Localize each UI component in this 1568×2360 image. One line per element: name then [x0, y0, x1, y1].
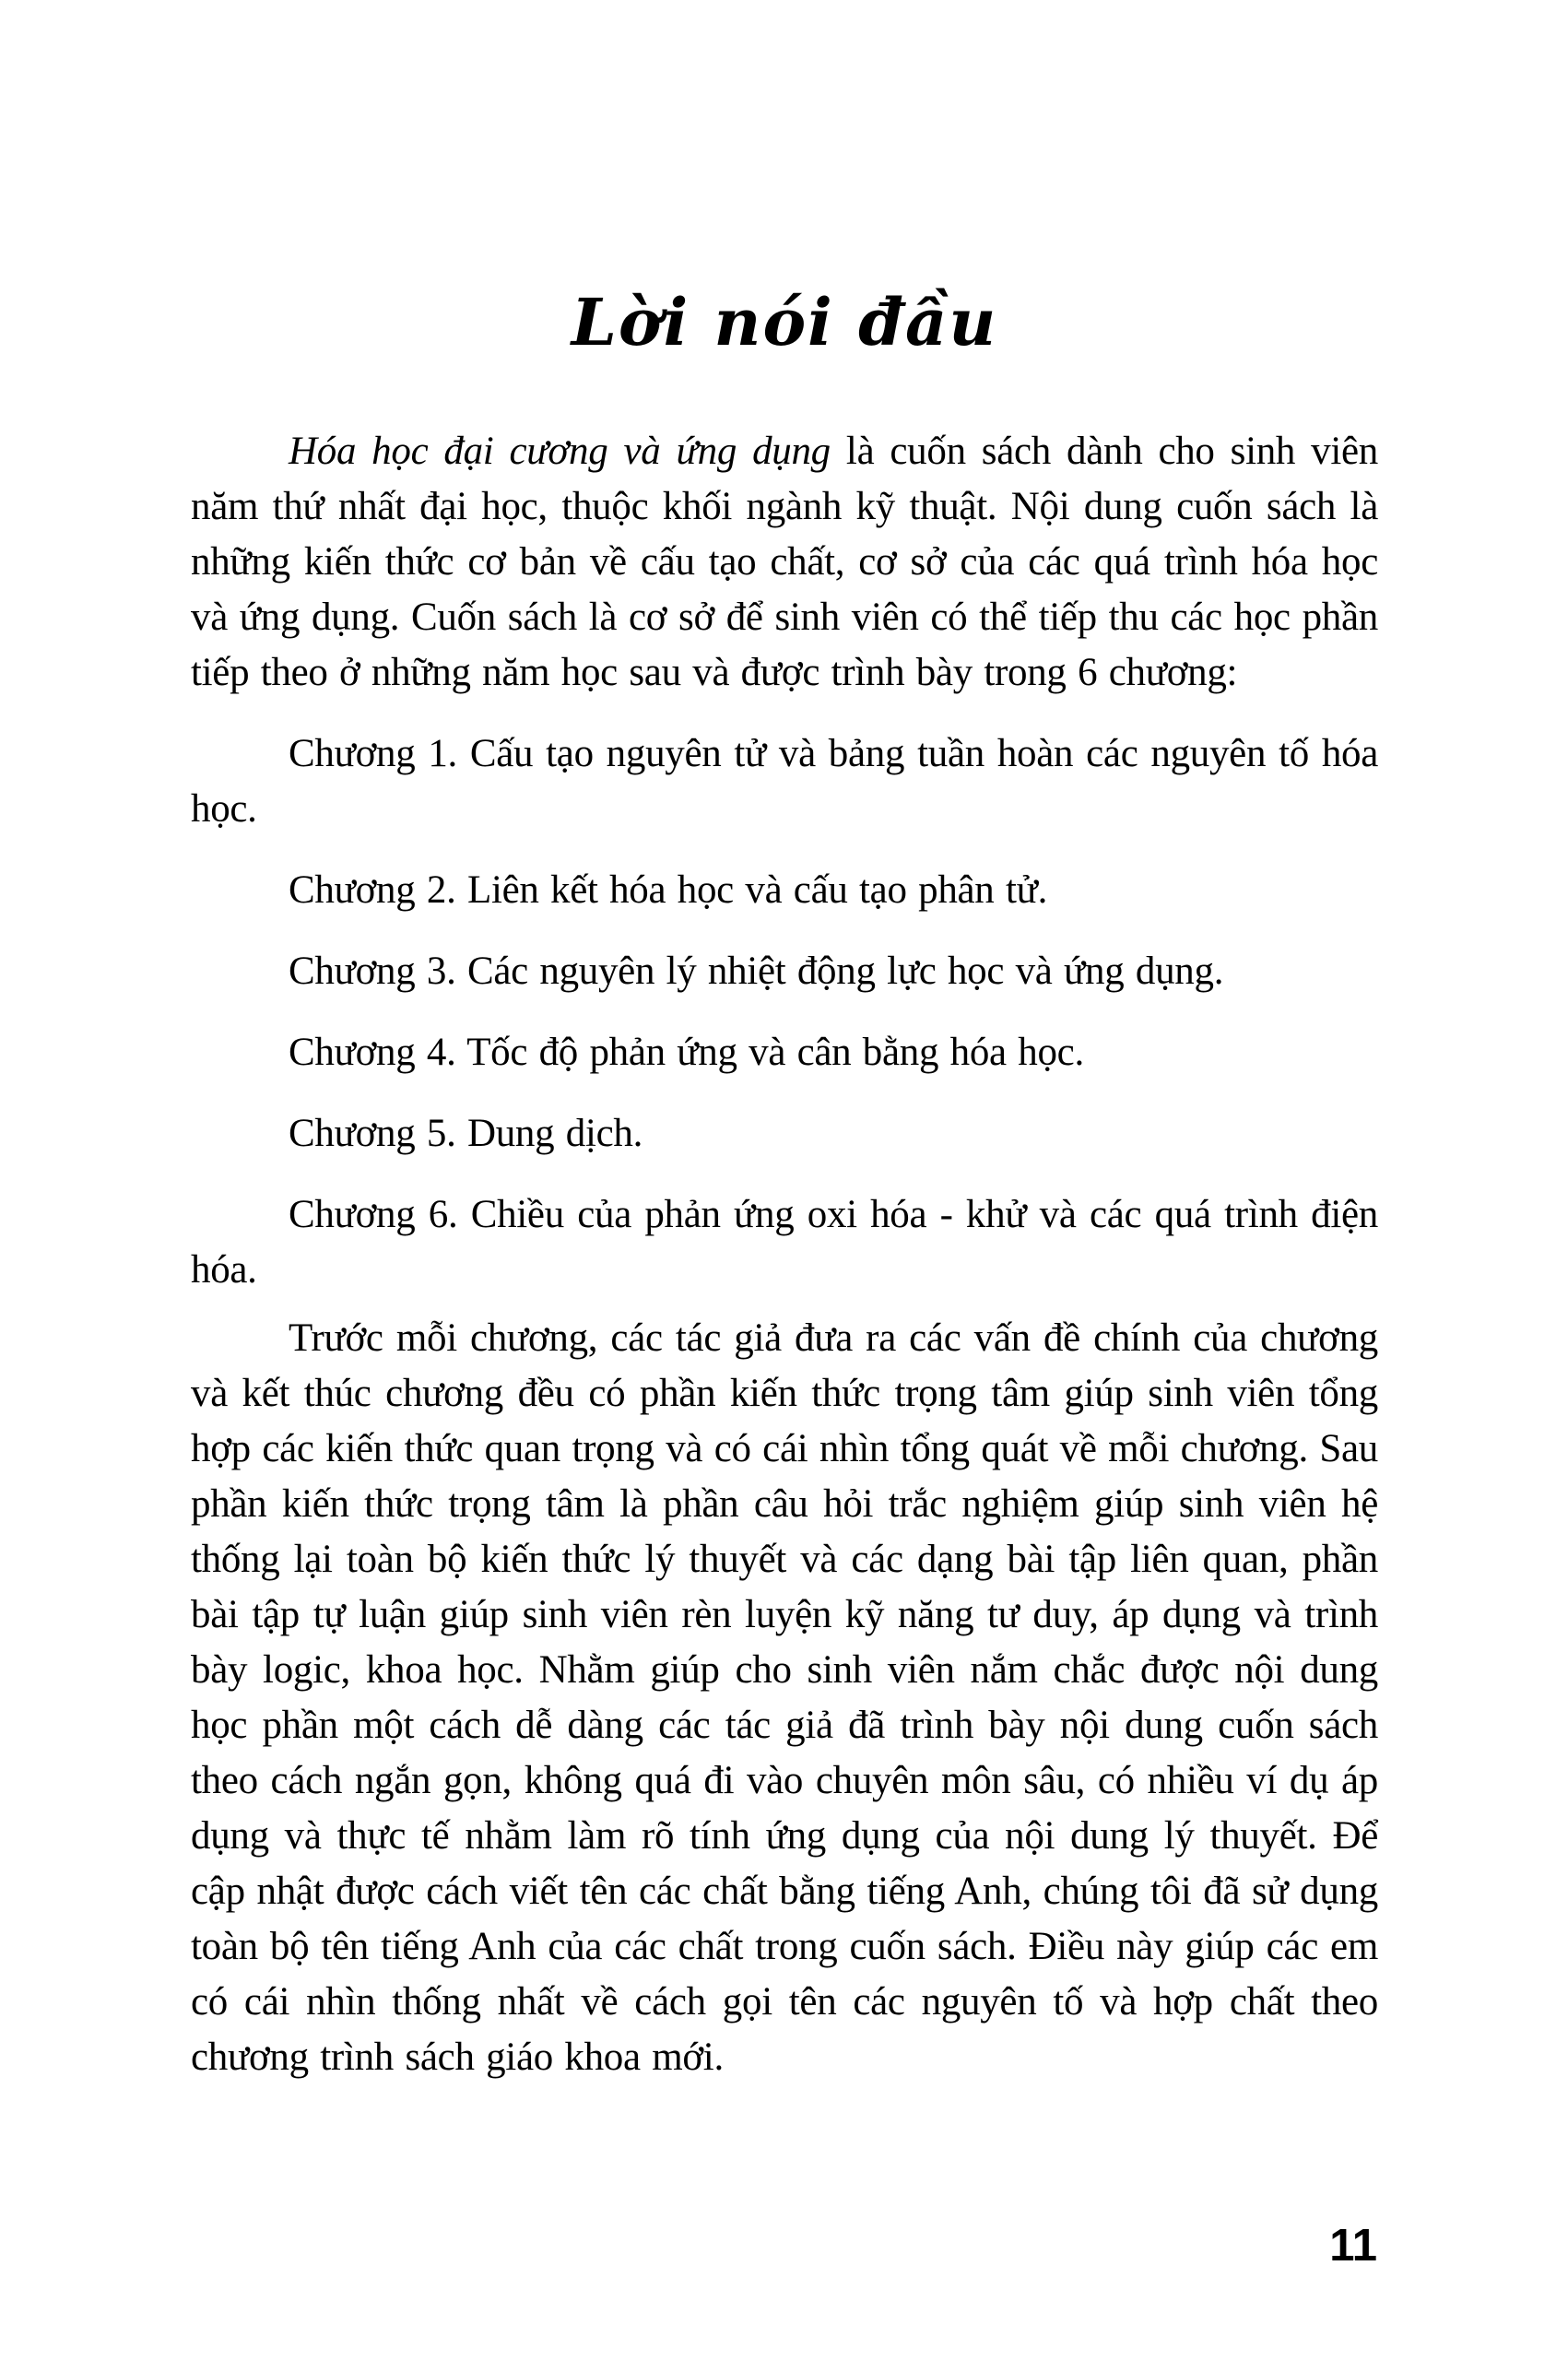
chapter-item-1: Chương 1. Cấu tạo nguyên tử và bảng tuần hoàn các nguyên tố hóa học. — [191, 732, 1378, 831]
chapter-item-2: Chương 2. Liên kết hóa học và cấu tạo phân tử. — [289, 868, 1048, 912]
chapter-item-3: Chương 3. Các nguyên lý nhiệt động lực học và ứng dụng. — [289, 950, 1224, 993]
text-block — [191, 0, 1378, 2085]
intro-paragraph-text: là cuốn sách dành cho sinh viên năm thứ nhất đại học, thuộc khối ngành kỹ thuật. Nội dung cuốn sách là những kiến thức cơ bản về cấu tạo chất, cơ sở của các quá trình hóa học và ứng dụng. Cuốn sách là cơ sở để sinh viên có thể tiếp thu các học phần tiếp theo ở những năm học sau và được trình bày trong 6 chương: — [191, 430, 1378, 694]
intro-paragraph — [191, 424, 1378, 701]
closing-paragraph: Trước mỗi chương, các tác giả đưa ra các vấn đề chính của chương và kết thúc chương đều có phần kiến thức trọng tâm giúp sinh viên tổng hợp các kiến thức quan trọng và có cái nhìn tổng quát về mỗi chương. Sau phần kiến thức trọng tâm là phần câu hỏi trắc nghiệm giúp sinh viên hệ thống lại toàn bộ kiến thức lý thuyết và các dạng bài tập liên quan, phần bài tập tự luận giúp sinh viên rèn luyện kỹ năng tư duy, áp dụng và trình bày logic, khoa học. Nhằm giúp cho sinh viên nắm chắc được nội dung học phần một cách dễ dàng các tác giả đã trình bày nội dung cuốn sách theo cách ngắn gọn, không quá đi vào chuyên môn sâu, có nhiều ví dụ áp dụng và thực tế nhằm làm rõ tính ứng dụng của nội dung lý thuyết. Để cập nhật được cách viết tên các chất bằng tiếng Anh, chúng tôi đã sử dụng toàn bộ tên tiếng Anh của các chất trong cuốn sách. Điều này giúp các em có cái nhìn thống nhất về cách gọi tên các nguyên tố và hợp chất theo chương trình sách giáo khoa mới. — [191, 1316, 1378, 2079]
chapter-item-4: Chương 4. Tốc độ phản ứng và cân bằng hóa học. — [289, 1031, 1084, 1074]
book-title-italic: Hóa học đại cương và ứng dụng — [289, 430, 831, 473]
page-number: 11 — [1329, 2221, 1377, 2271]
chapter-item-5: Chương 5. Dung dịch. — [289, 1112, 643, 1155]
page-title: Lời nói đầu — [571, 284, 998, 360]
chapter-item-6: Chương 6. Chiều của phản ứng oxi hóa - khử và các quá trình điện hóa. — [191, 1193, 1378, 1292]
